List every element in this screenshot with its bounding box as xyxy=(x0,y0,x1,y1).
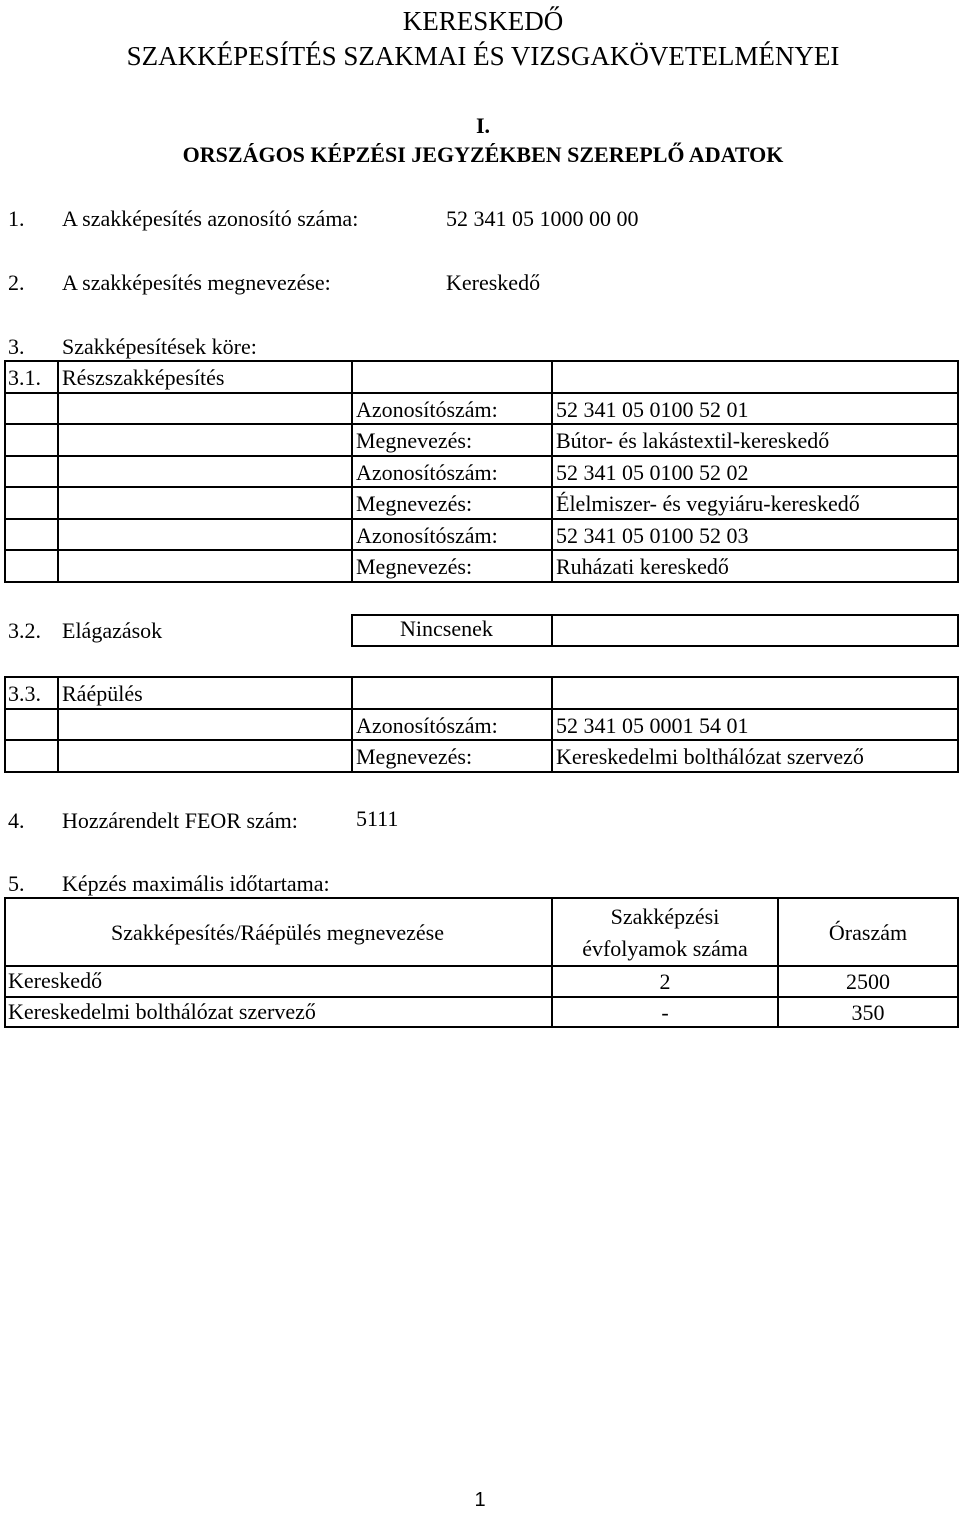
document-subtitle: SZAKKÉPESÍTÉS SZAKMAI ÉS VIZSGAKÖVETELMÉNYEI xyxy=(126,41,840,71)
duration-row-years: - xyxy=(661,1000,669,1025)
duration-header-years-line2: évfolyamok száma xyxy=(582,936,748,961)
item2-number: 2. xyxy=(8,270,25,295)
duration-header-name: Szakképesítés/Ráépülés megnevezése xyxy=(111,920,444,945)
item2-label: A szakképesítés megnevezése: xyxy=(62,270,331,295)
addon-number: 3.3. xyxy=(8,681,41,706)
duration-row-hours: 2500 xyxy=(846,969,890,994)
duration-row-hours: 350 xyxy=(851,1000,885,1025)
partial-row-key: Megnevezés: xyxy=(356,428,473,453)
duration-number: 5. xyxy=(8,871,25,896)
duration-label: Képzés maximális időtartama: xyxy=(62,871,330,896)
branches-value: Nincsenek xyxy=(400,616,493,641)
partial-row-value: Ruházati kereskedő xyxy=(556,554,729,579)
feor-value: 5111 xyxy=(356,806,399,831)
item1-value: 52 341 05 1000 00 00 xyxy=(446,206,639,231)
part-number: I. xyxy=(475,113,491,138)
addon-row-key: Azonosítószám: xyxy=(356,713,498,738)
partial-row-value: 52 341 05 0100 52 03 xyxy=(556,523,749,548)
feor-number: 4. xyxy=(8,808,25,833)
addon-row-value: 52 341 05 0001 54 01 xyxy=(556,713,749,738)
partial-row-key: Azonosítószám: xyxy=(356,523,498,548)
part-title: ORSZÁGOS KÉPZÉSI JEGYZÉKBEN SZEREPLŐ ADATOK xyxy=(182,142,784,167)
item1-number: 1. xyxy=(8,206,25,231)
branches-label: Elágazások xyxy=(62,618,163,643)
partial-row-key: Azonosítószám: xyxy=(356,460,498,485)
addon-row-value: Kereskedelmi bolthálózat szervező xyxy=(556,744,864,769)
item3-label: Szakképesítések köre: xyxy=(62,334,257,359)
duration-header-years: Szakképzési xyxy=(610,904,720,929)
partial-row-value: 52 341 05 0100 52 01 xyxy=(556,397,749,422)
partial-label: Részszakképesítés xyxy=(62,365,225,390)
partial-number: 3.1. xyxy=(8,365,41,390)
partial-row-value: Élelmiszer- és vegyiáru-kereskedő xyxy=(556,491,860,516)
partial-row-value: Bútor- és lakástextil-kereskedő xyxy=(556,428,830,453)
page-number: 1 xyxy=(474,1489,486,1511)
partial-row-key: Azonosítószám: xyxy=(356,397,498,422)
item3-number: 3. xyxy=(8,334,25,359)
branches-number: 3.2. xyxy=(8,618,41,643)
partial-row-value: 52 341 05 0100 52 02 xyxy=(556,460,749,485)
partial-row-key: Megnevezés: xyxy=(356,491,473,516)
feor-label: Hozzárendelt FEOR szám: xyxy=(62,808,298,833)
partial-row-key: Megnevezés: xyxy=(356,554,473,579)
item2-value: Kereskedő xyxy=(446,270,541,295)
addon-row-key: Megnevezés: xyxy=(356,744,473,769)
duration-row-name: Kereskedelmi bolthálózat szervező xyxy=(8,999,316,1024)
item1-label: A szakképesítés azonosító száma: xyxy=(62,206,359,231)
addon-label: Ráépülés xyxy=(62,681,143,706)
duration-row-years: 2 xyxy=(659,969,671,994)
duration-row-name: Kereskedő xyxy=(8,968,103,993)
document-title: KERESKEDŐ xyxy=(402,6,564,36)
duration-header-hours: Óraszám xyxy=(828,920,908,945)
